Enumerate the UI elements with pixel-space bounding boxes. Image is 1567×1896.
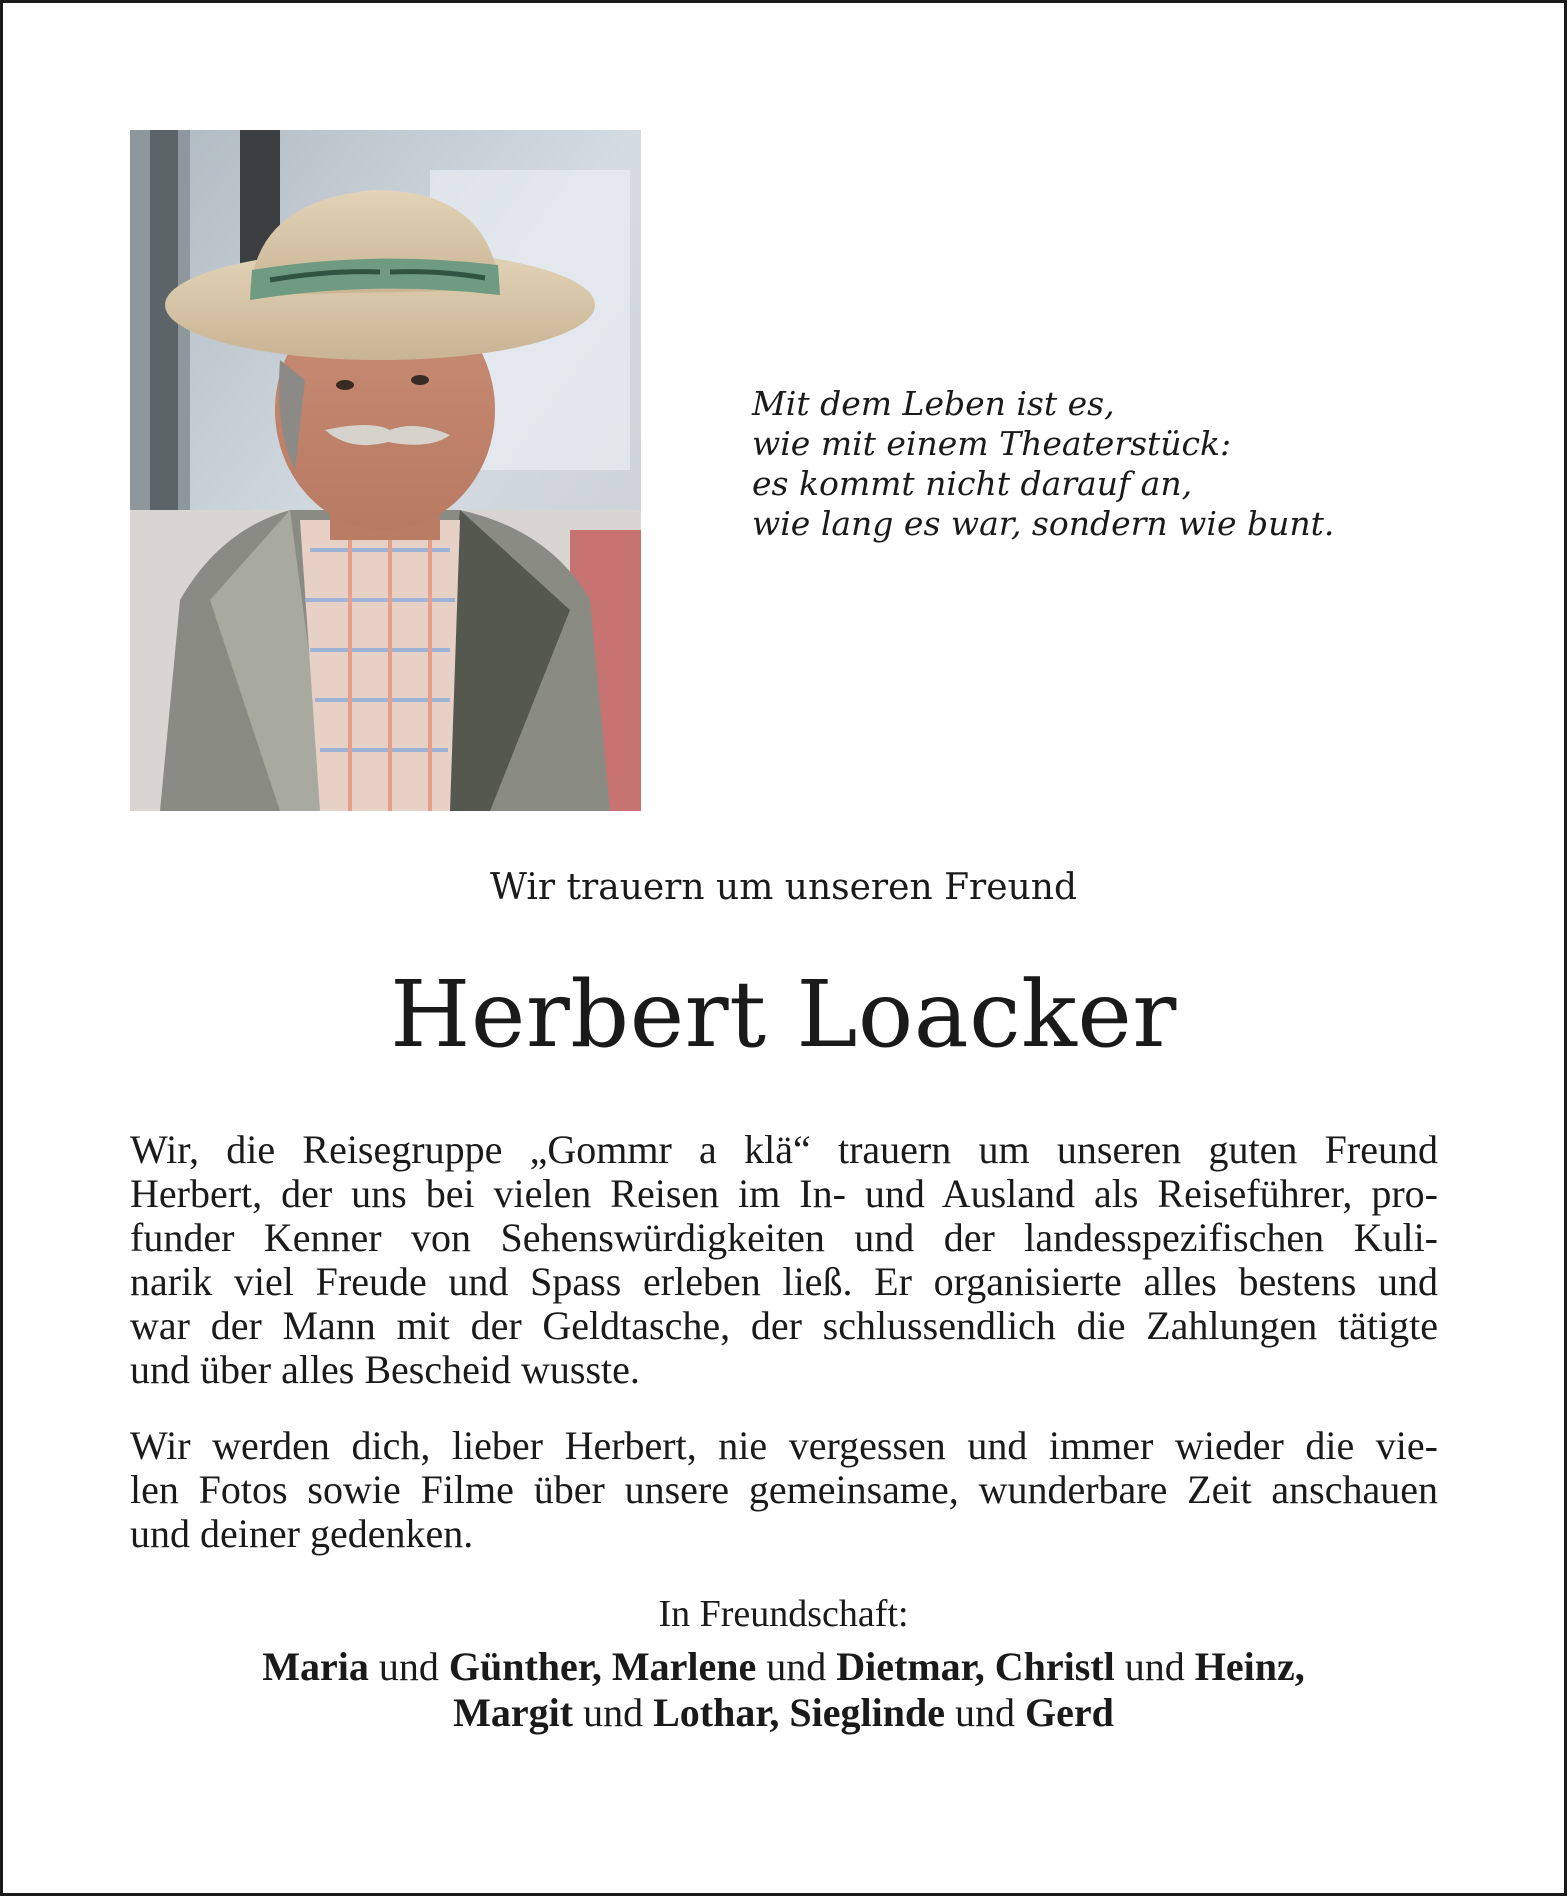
- signer-name: Lothar,: [653, 1690, 780, 1735]
- signer-name: Maria: [262, 1644, 369, 1689]
- conjunction: und: [378, 1644, 439, 1689]
- intro-line: Wir trauern um unseren Freund: [490, 867, 1077, 908]
- signers: [0, 1644, 1567, 1736]
- deceased-name: Herbert Loacker: [390, 961, 1177, 1068]
- conjunction: und: [1124, 1644, 1185, 1689]
- body-line: narik viel Freude und Spass erleben ließ. Er organisierte alles bestens und: [130, 1259, 1438, 1304]
- body-line: Herbert, der uns bei vielen Reisen im In- und Ausland als Reiseführer, pro-: [130, 1171, 1438, 1216]
- body-paragraph-1: [130, 1128, 1438, 1392]
- memorial-quote: [752, 384, 1452, 544]
- quote-line: Mit dem Leben ist es,: [752, 384, 1115, 423]
- body-line: Wir werden dich, lieber Herbert, nie vergessen und immer wieder die vie-: [130, 1423, 1438, 1468]
- body-line: Wir, die Reisegruppe „Gommr a klä“ trauern um unseren guten Freund: [130, 1127, 1438, 1172]
- body-line: funder Kenner von Sehenswürdigkeiten und der landesspezifischen Kuli-: [130, 1215, 1438, 1260]
- signers-line-2: [0, 1690, 1567, 1736]
- quote-line: wie lang es war, sondern wie bunt.: [752, 504, 1335, 543]
- signer-name: Heinz,: [1194, 1644, 1305, 1689]
- signers-line-1: [0, 1644, 1567, 1690]
- body-line: und über alles Bescheid wusste.: [130, 1347, 640, 1392]
- signer-name: Günther,: [448, 1644, 602, 1689]
- quote-line: wie mit einem Theaterstück:: [752, 424, 1232, 463]
- signer-name: Marlene: [611, 1644, 757, 1689]
- signer-name: Sieglinde: [789, 1690, 945, 1735]
- signer-name: Christl: [994, 1644, 1115, 1689]
- signer-name: Gerd: [1025, 1690, 1114, 1735]
- conjunction: und: [583, 1690, 644, 1735]
- quote-line: es kommt nicht darauf an,: [752, 464, 1193, 503]
- body-line: war der Mann mit der Geldtasche, der schlussendlich die Zahlungen tätigte: [130, 1303, 1438, 1348]
- body-line: und deiner gedenken.: [130, 1511, 474, 1556]
- signer-name: Margit: [453, 1690, 574, 1735]
- conjunction: und: [766, 1644, 827, 1689]
- portrait-photo: [130, 130, 641, 811]
- body-line: len Fotos sowie Filme über unsere gemeinsame, wunderbare Zeit anschauen: [130, 1467, 1438, 1512]
- conjunction: und: [955, 1690, 1015, 1735]
- body-paragraph-2: [130, 1424, 1438, 1556]
- signer-name: Dietmar,: [836, 1644, 985, 1689]
- closing-line: In Freundschaft:: [658, 1593, 909, 1635]
